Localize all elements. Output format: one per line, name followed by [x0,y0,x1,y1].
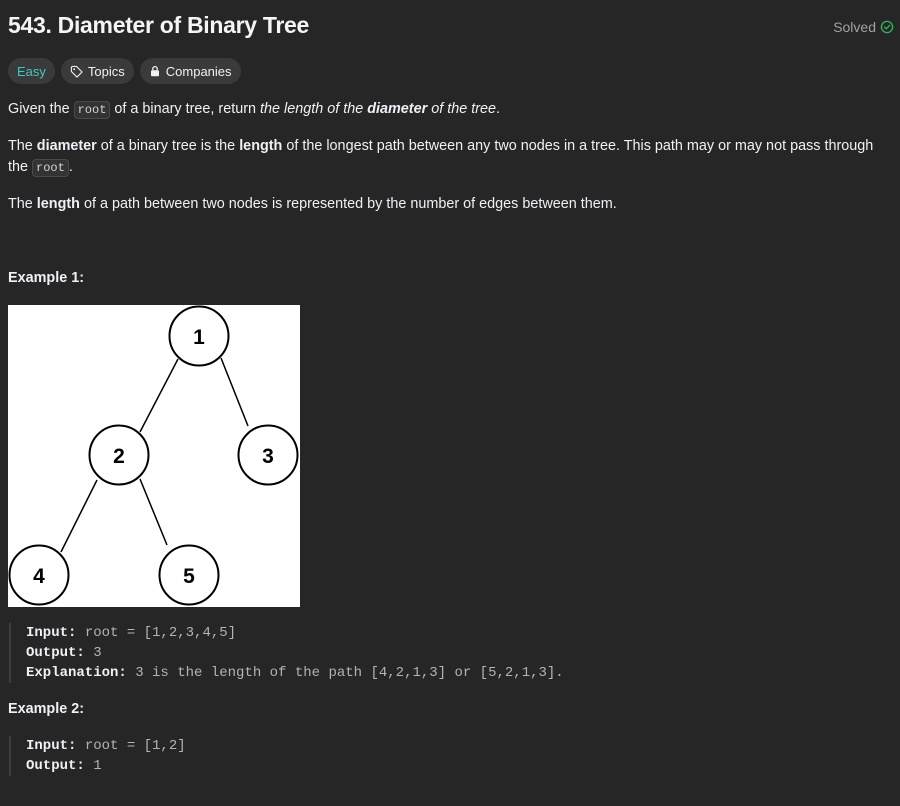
example-1-input [26,623,564,643]
problem-title: 543. Diameter of Binary Tree [8,12,309,38]
solved-label: Solved [833,19,876,35]
text: . [68,159,73,175]
tree-node-label: 2 [113,445,125,468]
example-1-block [9,623,564,683]
description-paragraph-3 [8,194,892,215]
description-paragraph-1 [8,99,892,121]
tree-node-label: 5 [183,565,195,588]
tree-node-label: 4 [33,565,45,588]
topics-label: Topics [87,63,125,79]
tree-node-label: 3 [262,445,274,468]
companies-button[interactable] [140,58,241,84]
strong: diameter [36,138,97,154]
strong: length [36,196,80,212]
strong-emphasis: diameter [367,101,428,117]
tag-row [8,58,241,84]
example-2-block [9,736,186,776]
difficulty-badge[interactable] [8,58,55,84]
strong: length [239,138,283,154]
difficulty-label: Easy [17,63,46,79]
input-label: Input: [26,625,77,641]
explanation-label: Explanation: [26,665,127,681]
example-1-tree-diagram [8,305,300,607]
tree-edge [140,479,167,545]
tag-icon [70,65,83,78]
example-2-heading: Example 2: [8,701,84,717]
tree-svg [8,305,300,607]
example-1-output [26,643,564,663]
tree-edge [61,480,97,552]
text: The [8,196,37,212]
input-value: root = [1,2] [76,738,186,754]
text: of the longest path between any two nodes in a tree. This path may or may not pass through the [8,138,874,175]
text: of a binary tree is the [96,138,240,154]
example-1-explanation [26,663,564,683]
input-value: root = [1,2,3,4,5] [76,625,237,641]
tree-edge [221,358,248,426]
check-circle-icon [880,20,894,34]
inline-code: root [32,159,69,177]
output-label: Output: [26,758,85,774]
example-1-heading: Example 1: [8,270,84,286]
text: . [496,101,501,117]
text: Given the [8,101,74,117]
tree-edge [140,359,178,432]
topics-button[interactable] [61,58,134,84]
emphasis: the length of the [260,101,368,117]
text: The [8,138,37,154]
inline-code: root [74,101,111,119]
output-label: Output: [26,645,85,661]
example-2-output [26,756,186,776]
text: of a binary tree, return [110,101,260,117]
input-label: Input: [26,738,77,754]
output-value: 1 [84,758,102,774]
solved-status [833,19,894,35]
emphasis: of the tree [427,101,497,117]
description-paragraph-2 [8,136,892,179]
tree-node-label: 1 [193,326,205,349]
lock-icon [149,65,161,77]
text: of a path between two nodes is represented by the number of edges between them. [79,196,617,212]
output-value: 3 [84,645,102,661]
companies-label: Companies [165,63,232,79]
explanation-value: 3 is the length of the path [4,2,1,3] or [5,2,1,3]. [126,665,564,681]
example-2-input [26,736,186,756]
